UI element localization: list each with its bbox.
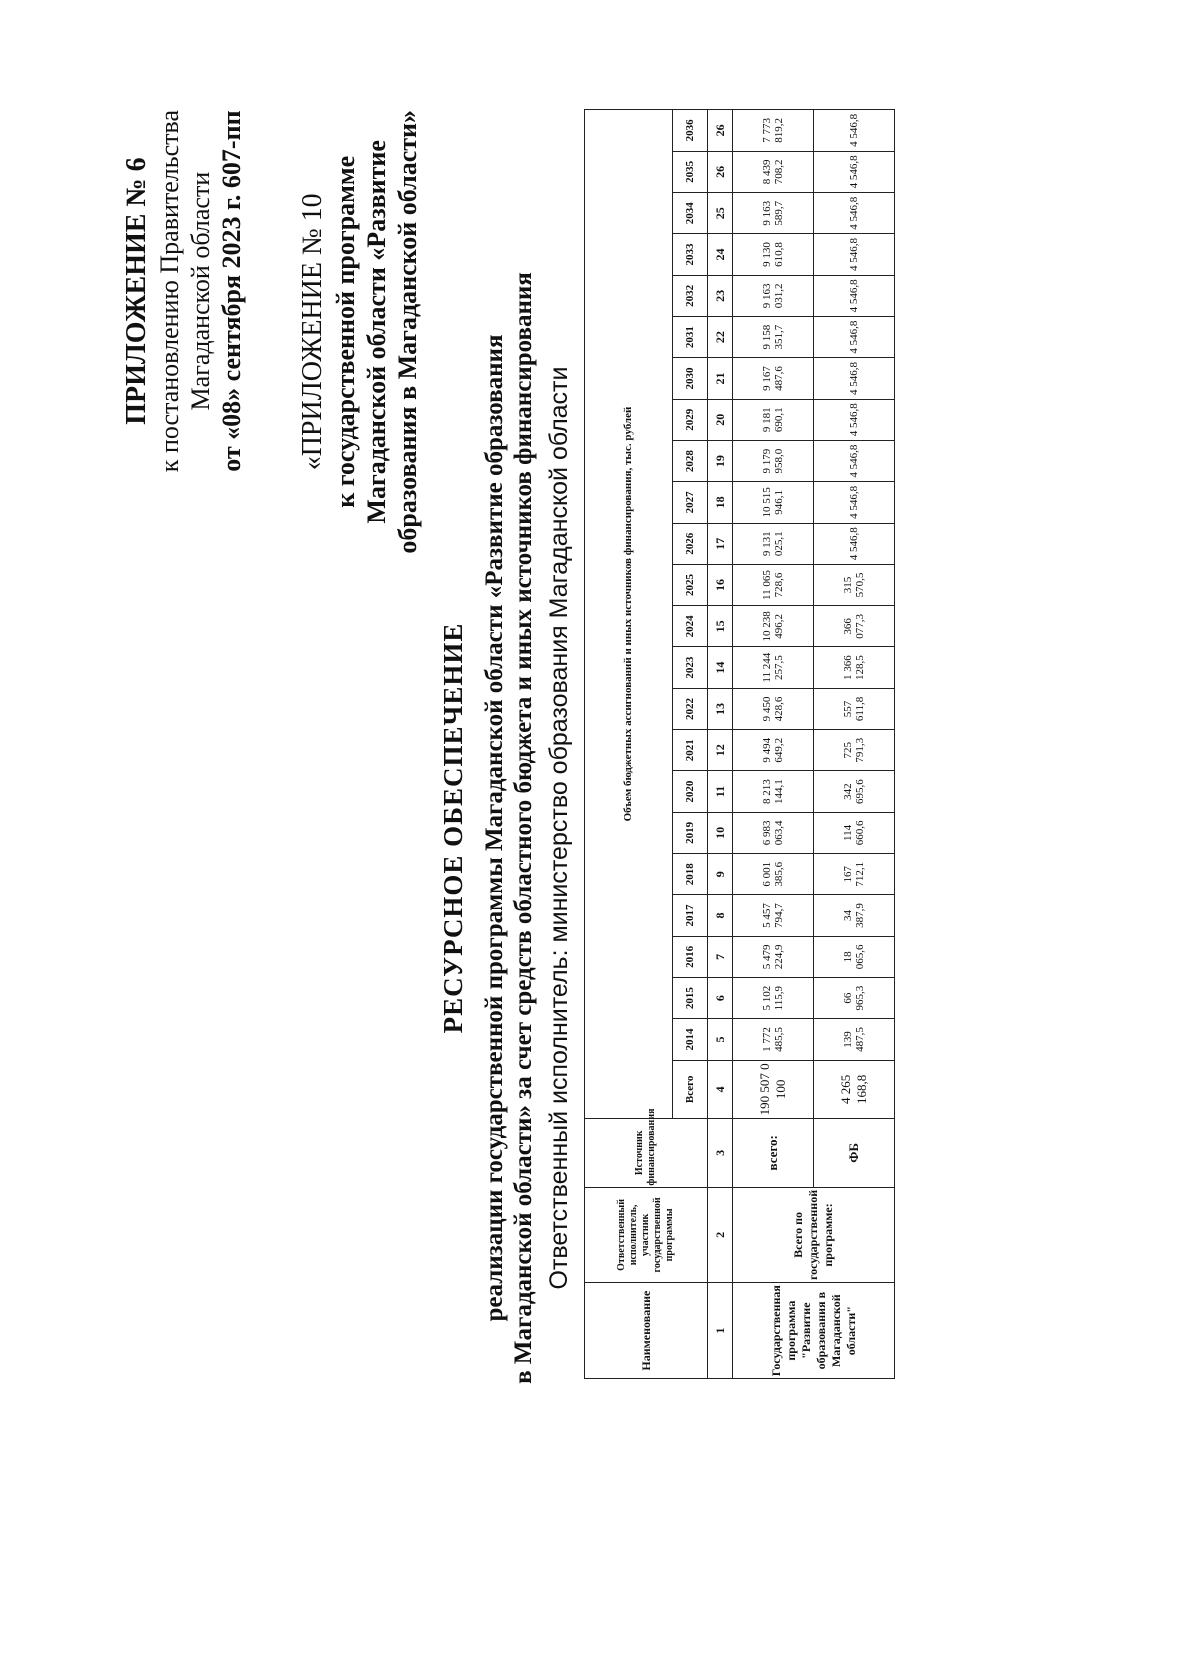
value-cell: 167 712,1 — [814, 854, 895, 895]
value-cell: 18 065,6 — [814, 936, 895, 977]
year-header: 2031 — [672, 316, 707, 357]
value-cell: 11 065 728,6 — [733, 564, 814, 605]
header-volume: Объем бюджетных ассигнований и иных источников финансирования, тыс. рублей — [585, 110, 673, 1119]
year-header: 2022 — [672, 688, 707, 729]
column-number: 20 — [708, 399, 733, 440]
column-number: 18 — [708, 482, 733, 523]
column-number: 10 — [708, 812, 733, 853]
appendix2-line-3: образования в Магаданской области» — [393, 110, 422, 554]
doc-executor: Ответственный исполнитель: министерство образования Магаданской области — [545, 366, 573, 1290]
appendix2-title: «ПРИЛОЖЕНИЕ № 10 — [297, 193, 328, 471]
value-cell: 4 546,8 — [814, 316, 895, 357]
year-header: 2023 — [672, 647, 707, 688]
value-cell: 9 158 351,7 — [733, 316, 814, 357]
column-number: 23 — [708, 275, 733, 316]
header-executor: Ответственный исполнитель, участник государственной программы — [585, 1187, 708, 1283]
value-cell: 342 695,6 — [814, 771, 895, 812]
value-cell: 5 102 115,9 — [733, 977, 814, 1018]
column-number: 22 — [708, 316, 733, 357]
year-header: 2026 — [672, 523, 707, 564]
appendix-title: ПРИЛОЖЕНИЕ № 6 — [121, 157, 152, 425]
appendix2-line-1: к государственной программе — [331, 155, 360, 508]
column-number: 19 — [708, 440, 733, 481]
appendix-line-2: Магаданской области — [186, 171, 215, 411]
value-cell: 1 772 485,5 — [733, 1019, 814, 1060]
column-number: 24 — [708, 234, 733, 275]
value-cell: 10 515 946,1 — [733, 482, 814, 523]
column-number: 15 — [708, 606, 733, 647]
value-cell: 4 546,8 — [814, 193, 895, 234]
source-cell: всего: — [733, 1119, 814, 1188]
year-header: 2015 — [672, 977, 707, 1018]
year-header: 2029 — [672, 399, 707, 440]
column-number: 13 — [708, 688, 733, 729]
value-cell: 8 439 708,2 — [733, 151, 814, 192]
value-cell: 4 546,8 — [814, 358, 895, 399]
year-header: 2033 — [672, 234, 707, 275]
value-cell: 5 479 224,9 — [733, 936, 814, 977]
value-cell: 7 773 819,2 — [733, 110, 814, 152]
value-cell: 9 167 487,6 — [733, 358, 814, 399]
column-number: 1 — [708, 1283, 733, 1379]
year-header: 2018 — [672, 854, 707, 895]
year-header: 2030 — [672, 358, 707, 399]
appendix-line-3: от «08» сентября 2023 г. 607-пп — [217, 110, 246, 472]
year-header: 2028 — [672, 440, 707, 481]
header-total: Всего — [672, 1060, 707, 1118]
doc-subtitle-line-2: в Магаданской области» за счет средств областного бюджета и иных источников финансирования — [510, 272, 537, 1384]
value-cell: 9 494 649,2 — [733, 730, 814, 771]
table-header-row — [585, 110, 673, 1379]
value-cell: 725 791,3 — [814, 730, 895, 771]
value-cell: 5 457 794,7 — [733, 895, 814, 936]
appendix2-line-2: Магаданской области «Развитие — [362, 140, 391, 524]
year-header: 2017 — [672, 895, 707, 936]
year-header: 2034 — [672, 193, 707, 234]
value-cell: 4 546,8 — [814, 482, 895, 523]
value-cell: 1 366 128,5 — [814, 647, 895, 688]
doc-subtitle-line-1: реализации государственной программы Магаданской области «Развитие образования — [481, 334, 508, 1322]
year-header: 2016 — [672, 936, 707, 977]
total-cell: 4 265 168,8 — [814, 1060, 895, 1118]
table-row — [733, 110, 814, 1379]
value-cell: 6 983 063,4 — [733, 812, 814, 853]
column-number: 14 — [708, 647, 733, 688]
program-executor: Всего по государственной программе: — [733, 1187, 895, 1283]
appendix2-header — [296, 110, 423, 554]
value-cell: 10 238 496,2 — [733, 606, 814, 647]
value-cell: 4 546,8 — [814, 234, 895, 275]
value-cell: 8 213 144,1 — [733, 771, 814, 812]
value-cell: 34 387,9 — [814, 895, 895, 936]
year-header: 2021 — [672, 730, 707, 771]
year-header: 2025 — [672, 564, 707, 605]
year-header: 2020 — [672, 771, 707, 812]
year-header: 2032 — [672, 275, 707, 316]
column-number: 16 — [708, 564, 733, 605]
value-cell: 9 163 031,2 — [733, 275, 814, 316]
value-cell: 366 077,3 — [814, 606, 895, 647]
column-number: 11 — [708, 771, 733, 812]
value-cell: 4 546,8 — [814, 523, 895, 564]
column-number: 8 — [708, 895, 733, 936]
appendix-header — [120, 110, 247, 472]
appendix-line-1: к постановлению Правительства — [155, 110, 184, 473]
column-number: 26 — [708, 110, 733, 152]
program-name: Государственная программа "Развитие образования в Магаданской области" — [733, 1283, 895, 1379]
value-cell: 9 163 589,7 — [733, 193, 814, 234]
year-header: 2014 — [672, 1019, 707, 1060]
column-number: 12 — [708, 730, 733, 771]
column-number: 25 — [708, 193, 733, 234]
total-cell: 190 507 0 100 — [733, 1060, 814, 1118]
column-number: 7 — [708, 936, 733, 977]
column-number: 5 — [708, 1019, 733, 1060]
value-cell: 4 546,8 — [814, 110, 895, 152]
year-header: 2035 — [672, 151, 707, 192]
value-cell: 4 546,8 — [814, 275, 895, 316]
column-number: 4 — [708, 1060, 733, 1118]
value-cell: 6 001 385,6 — [733, 854, 814, 895]
value-cell: 9 130 610,8 — [733, 234, 814, 275]
year-header: 2027 — [672, 482, 707, 523]
value-cell: 11 244 257,5 — [733, 647, 814, 688]
value-cell: 315 570,5 — [814, 564, 895, 605]
value-cell: 557 611,8 — [814, 688, 895, 729]
value-cell: 114 660,6 — [814, 812, 895, 853]
doc-subtitle — [480, 0, 538, 1656]
column-number: 6 — [708, 977, 733, 1018]
column-number: 17 — [708, 523, 733, 564]
value-cell: 9 181 690,1 — [733, 399, 814, 440]
doc-title: РЕСУРСНОЕ ОБЕСПЕЧЕНИЕ — [438, 622, 468, 1034]
column-number: 2 — [708, 1187, 733, 1283]
value-cell: 9 131 025,1 — [733, 523, 814, 564]
value-cell: 4 546,8 — [814, 151, 895, 192]
resource-table — [584, 109, 895, 1379]
column-number: 21 — [708, 358, 733, 399]
year-header: 2036 — [672, 110, 707, 152]
value-cell: 4 546,8 — [814, 399, 895, 440]
value-cell: 9 450 428,6 — [733, 688, 814, 729]
value-cell: 139 487,5 — [814, 1019, 895, 1060]
column-number: 3 — [708, 1119, 733, 1188]
column-number-row — [708, 110, 733, 1379]
column-number: 9 — [708, 854, 733, 895]
value-cell: 9 179 958,0 — [733, 440, 814, 481]
header-source: Источник финансирования — [585, 1119, 708, 1188]
year-header: 2024 — [672, 606, 707, 647]
header-name: Наименование — [585, 1283, 708, 1379]
column-number: 26 — [708, 151, 733, 192]
value-cell: 4 546,8 — [814, 440, 895, 481]
year-header: 2019 — [672, 812, 707, 853]
value-cell: 66 965,3 — [814, 977, 895, 1018]
source-cell: ФБ — [814, 1119, 895, 1188]
